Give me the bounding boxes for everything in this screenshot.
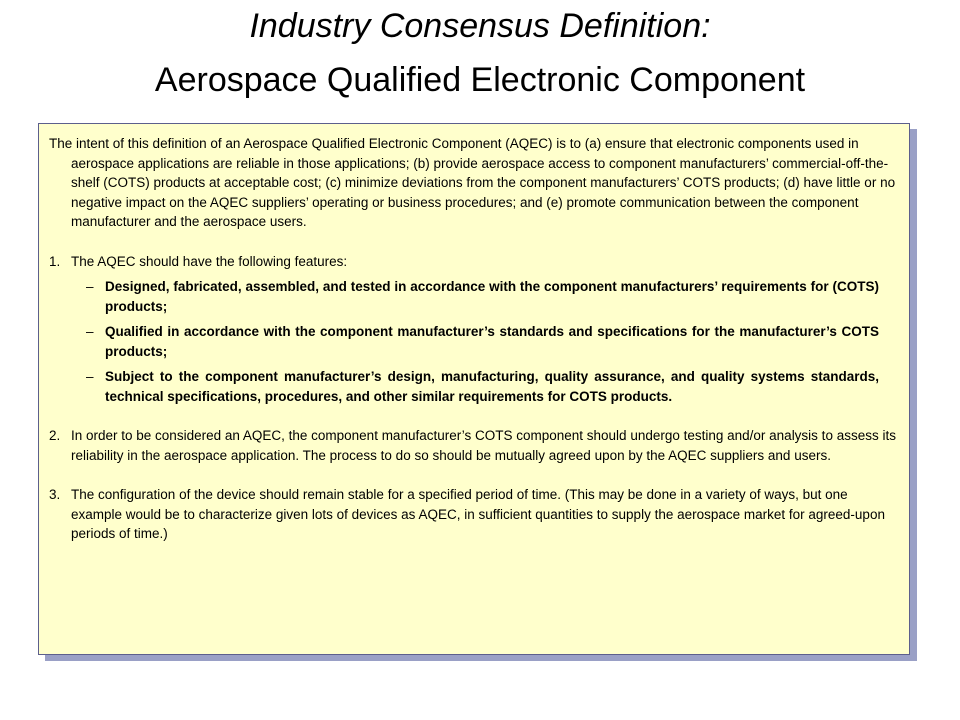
sub-item-1 <box>49 277 899 316</box>
list-item-3 <box>49 485 899 544</box>
dash-bullet: – <box>86 279 94 294</box>
sub-item-text: Subject to the component manufacturer’s design, manufacturing, quality assurance, and quality systems standards, technical specifications, procedures, and other similar requirements for COTS products. <box>105 369 879 404</box>
slide-title-line2: Aerospace Qualified Electronic Component <box>154 61 806 99</box>
intro-paragraph: The intent of this definition of an Aerospace Qualified Electronic Component (AQEC) is to (a) ensure that electronic components used in aerospace applications are reliable in those applications; (b) provide aerospace access to component manufacturers’ commercial-off-the-shelf (COTS) products at acceptable cost; (c) minimize deviations from the component manufacturers’ COTS products; (d) have little or no negative impact on the AQEC suppliers’ operating or business procedures; and (e) promote communication between the component manufacturer and the aerospace users. <box>49 136 896 229</box>
dash-bullet: – <box>86 324 94 339</box>
sub-item-text: Designed, fabricated, assembled, and tested in accordance with the component manufacturers’ requirements for (COTS) products; <box>105 279 879 314</box>
list-item-1 <box>49 252 899 272</box>
list-item-2 <box>49 426 899 465</box>
definition-text-box <box>38 123 910 655</box>
sub-item-text: Qualified in accordance with the component manufacturer’s standards and specifications for the manufacturer’s COTS products; <box>105 324 879 359</box>
list-item-text: In order to be considered an AQEC, the component manufacturer’s COTS component should undergo testing and/or analysis to assess its reliability in the aerospace application. The process to do so should be mutually agreed upon by the AQEC suppliers and users. <box>71 428 896 463</box>
list-item-text: The AQEC should have the following features: <box>71 253 348 269</box>
list-item-number: 1. <box>49 253 61 269</box>
sub-item-3 <box>49 367 899 406</box>
definition-content <box>49 134 899 544</box>
list-item-number: 3. <box>49 487 61 502</box>
list-item-text: The configuration of the device should remain stable for a specified period of time. (This may be done in a variety of ways, but one example would be to characterize given lots of devices as AQEC, in sufficient quantities to supply the aerospace market for agreed-upon periods of time.) <box>71 487 885 541</box>
dash-bullet: – <box>86 369 94 384</box>
sub-item-2 <box>49 322 899 361</box>
slide-title-line1: Industry Consensus Definition: <box>249 7 711 45</box>
list-item-number: 2. <box>49 428 61 443</box>
